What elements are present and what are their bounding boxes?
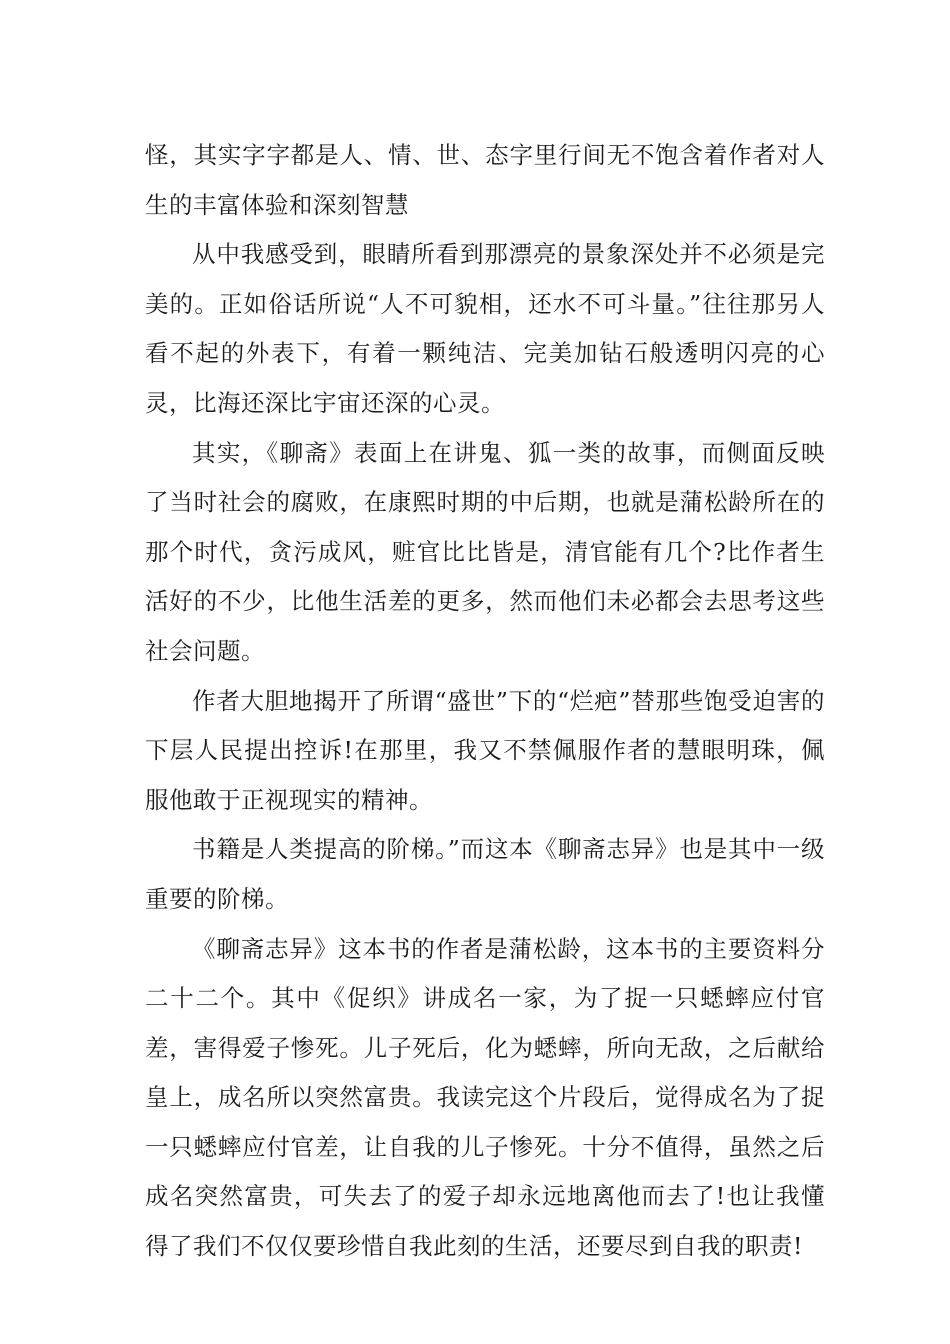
paragraph-6: 《聊斋志异》这本书的作者是蒲松龄，这本书的主要资料分二十二个。其中《促织》讲成名一家，为了捉一只蟋蟀应付官差，害得爱子惨死。儿子死后，化为蟋蟀，所向无敌，之后献给皇上，成名所以突然富贵。我读完这个片段后，觉得成名为了捉一只蟋蟀应付官差，让自我的儿子惨死。十分不值得，虽然之后成名突然富贵，可失去了的爱子却永远地离他而去了!也让我懂得了我们不仅仅要珍惜自我此刻的生活，还要尽到自我的职责!	[145, 934, 825, 1261]
paragraph-2: 从中我感受到，眼睛所看到那漂亮的景象深处并不必须是完美的。正如俗话所说“人不可貌相，还水不可斗量。”往往那另人看不起的外表下，有着一颗纯洁、完美加钻石般透明闪亮的心灵，比海还深比宇宙还深的心灵。	[145, 240, 825, 417]
paragraph-3: 其实，《聊斋》表面上在讲鬼、狐一类的故事，而侧面反映了当时社会的腐败，在康熙时期的中后期，也就是蒲松龄所在的那个时代，贪污成风，赃官比比皆是，清官能有几个?比作者生活好的不少，比他生活差的更多，然而他们未必都会去思考这些社会问题。	[145, 438, 825, 665]
document-body	[145, 131, 825, 1272]
paragraph-5: 书籍是人类提高的阶梯。”而这本《聊斋志异》也是其中一级重要的阶梯。	[145, 835, 825, 913]
paragraph-1: 怪，其实字字都是人、情、世、态字里行间无不饱含着作者对人生的丰富体验和深刻智慧	[145, 141, 825, 219]
paragraph-4: 作者大胆地揭开了所谓“盛世”下的“烂疤”替那些饱受迫害的下层人民提出控诉!在那里，我又不禁佩服作者的慧眼明珠，佩服他敢于正视现实的精神。	[145, 686, 825, 814]
